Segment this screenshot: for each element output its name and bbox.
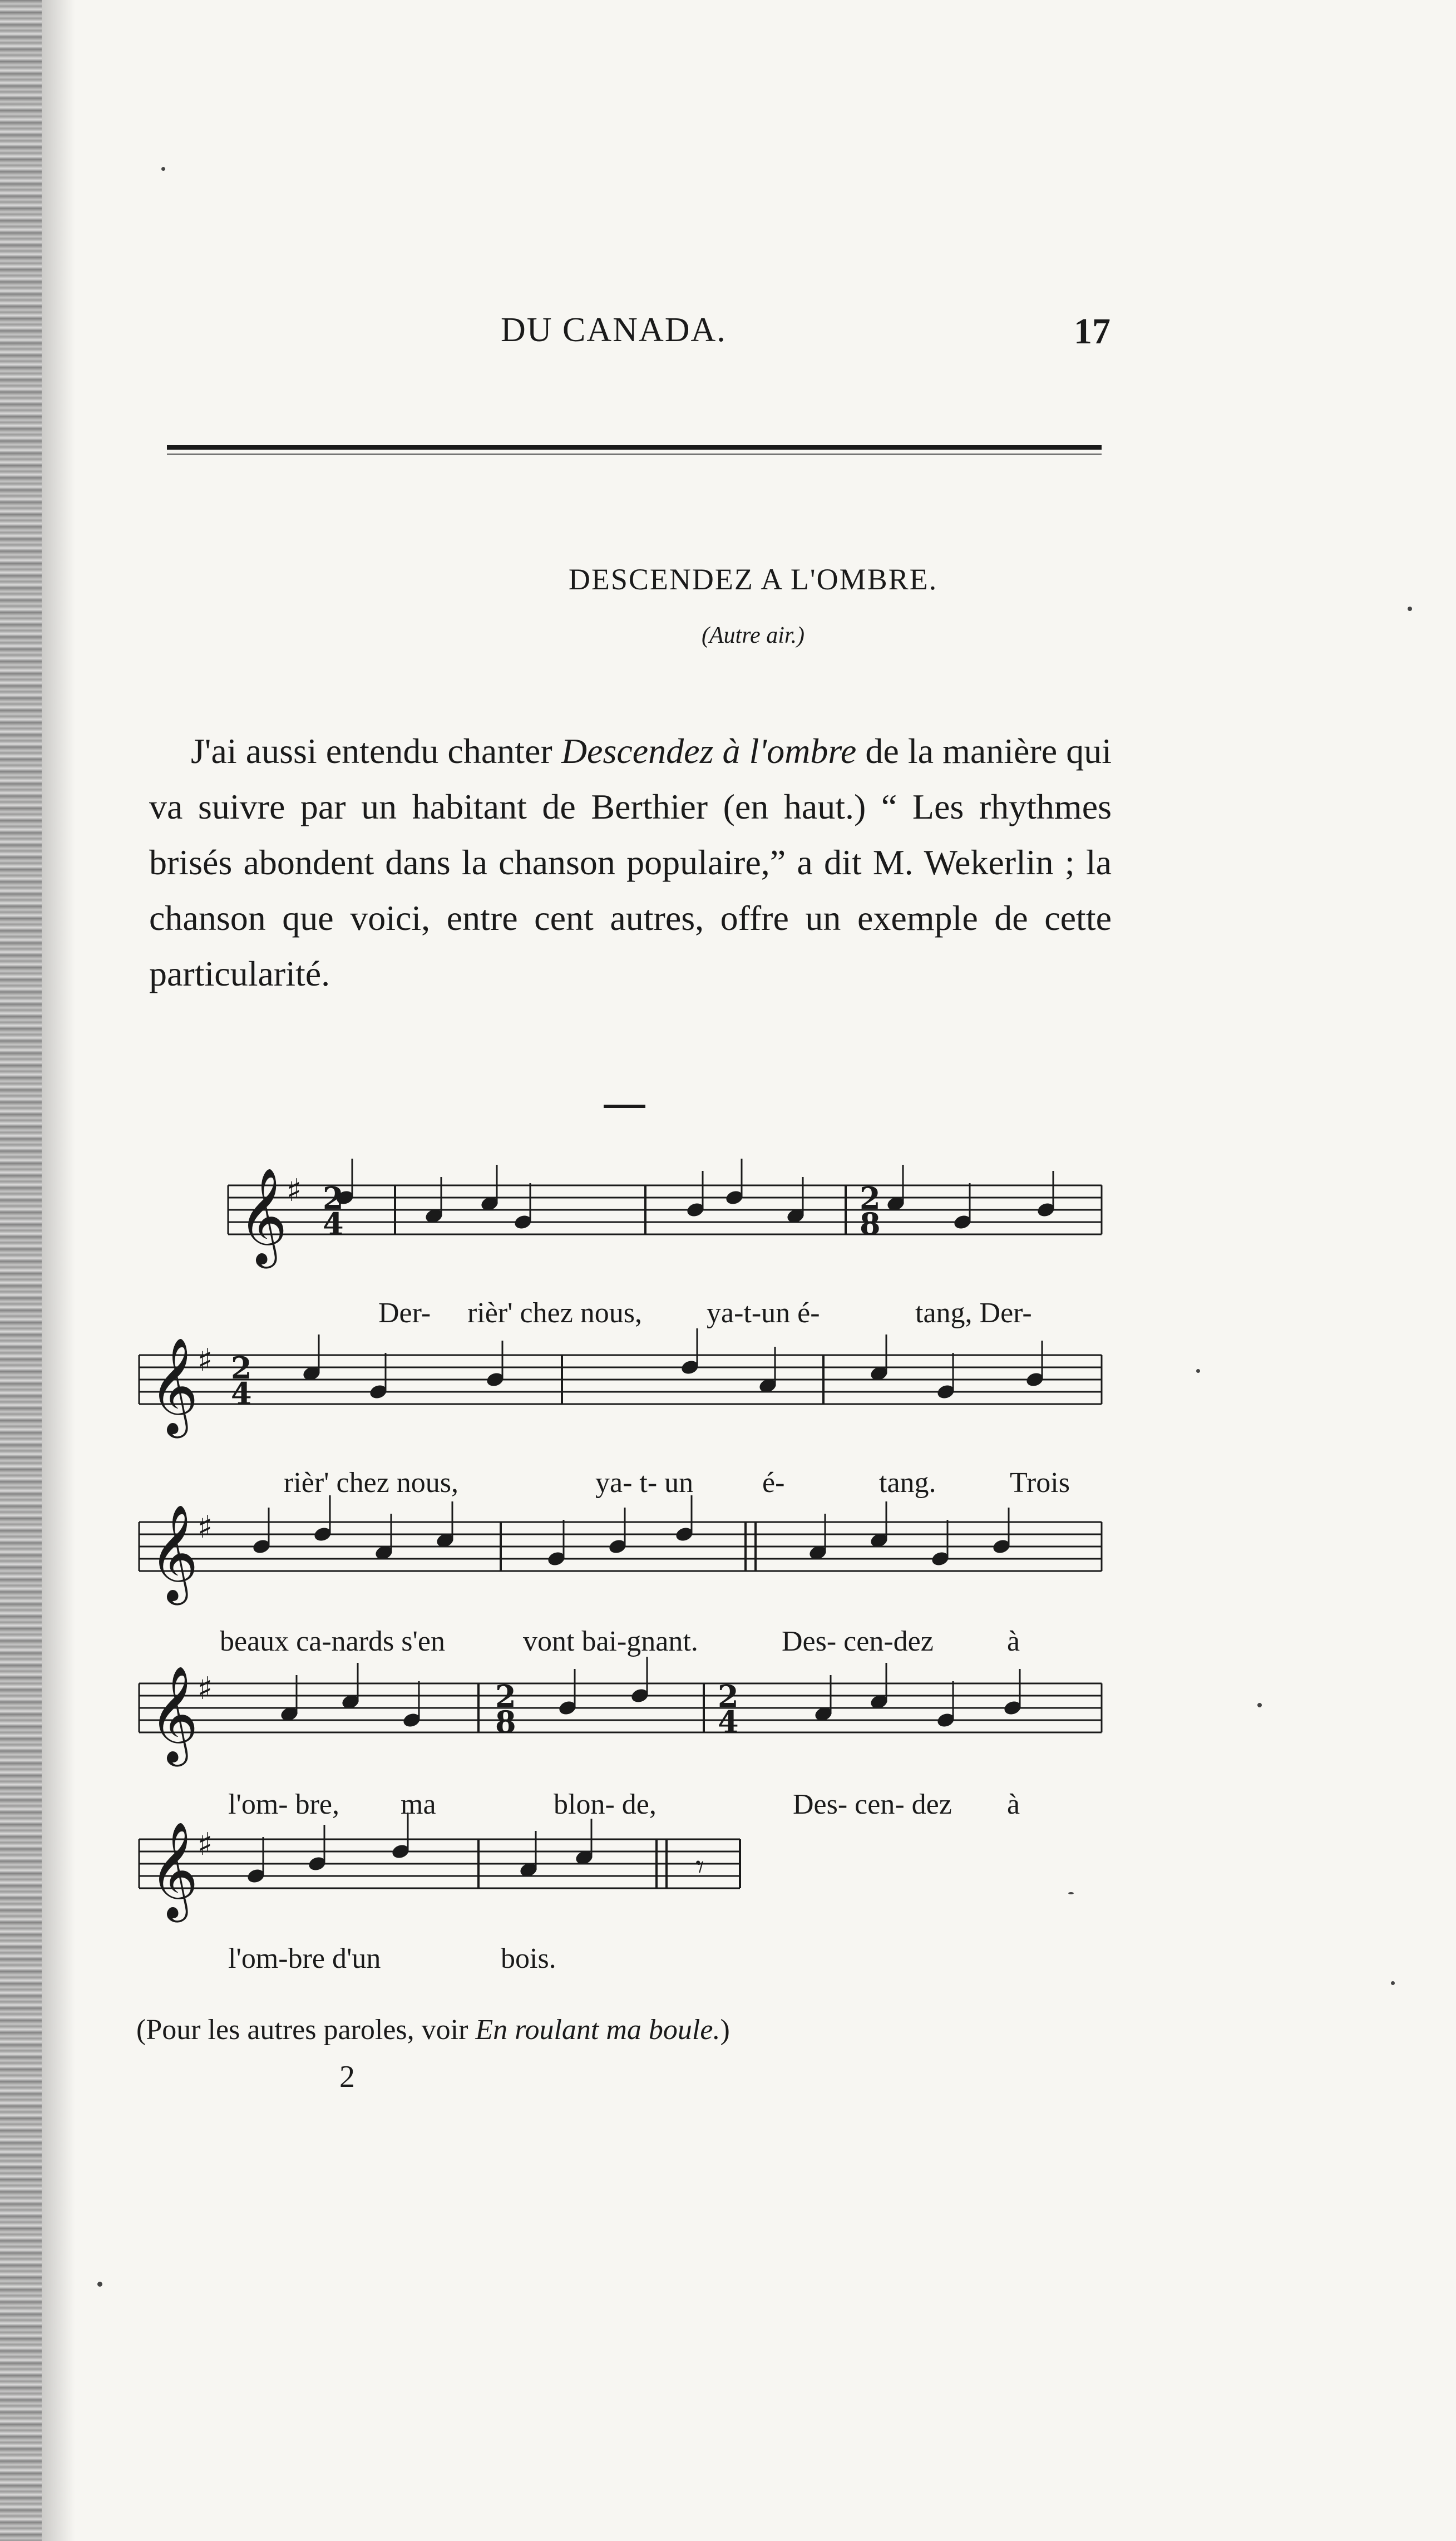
lyric-s4-1: l'om- bre, xyxy=(228,1789,339,1820)
treble-clef-icon: 𝄞 xyxy=(149,1337,199,1434)
paragraph-song-title: Descendez à l'ombre xyxy=(561,731,857,771)
lyric-s1-1: Der- xyxy=(378,1297,431,1329)
sharp-icon: ♯ xyxy=(198,1509,213,1545)
treble-clef-icon: 𝄞 xyxy=(149,1666,199,1762)
paragraph-text-1: J'ai aussi entendu chanter xyxy=(191,731,561,771)
lyric-s4-4: Des- cen- dez xyxy=(793,1789,952,1820)
lyric-s3-2: vont bai-gnant. xyxy=(523,1626,698,1657)
header-rule-thin xyxy=(167,454,1102,455)
print-speck xyxy=(97,2282,102,2287)
lyric-s3-1: beaux ca-nards s'en xyxy=(220,1626,445,1657)
treble-clef-icon: 𝄞 xyxy=(149,1504,199,1601)
time-signature-denominator: 4 xyxy=(718,1704,739,1740)
sharp-icon: ♯ xyxy=(198,1671,213,1707)
footnote-prefix: (Pour les autres paroles, voir xyxy=(136,2014,476,2046)
footnote xyxy=(136,2013,730,2046)
print-speck xyxy=(1257,1703,1262,1707)
running-head xyxy=(0,305,1456,355)
section-separator xyxy=(604,1105,645,1108)
footnote-reference: En roulant ma boule. xyxy=(475,2014,720,2046)
time-signature-numerator: 2 xyxy=(323,1180,344,1216)
page-number: 17 xyxy=(1074,311,1110,352)
song-title: DESCENDEZ A L'OMBRE. xyxy=(568,563,938,596)
running-title: DU CANADA. xyxy=(501,311,727,349)
score-staves xyxy=(134,1158,1135,2015)
lyric-s3-3: Des- cen-dez xyxy=(782,1626,934,1657)
time-signature-numerator: 2 xyxy=(860,1180,881,1216)
print-speck xyxy=(161,167,165,171)
time-signature-denominator: 4 xyxy=(323,1206,344,1242)
time-signature-denominator: 8 xyxy=(860,1206,881,1242)
lyric-s2-4: tang. xyxy=(879,1467,936,1499)
lyric-s4-5: à xyxy=(1007,1789,1020,1820)
lyric-s4-3: blon- de, xyxy=(554,1789,657,1820)
treble-clef-icon: 𝄞 xyxy=(238,1168,288,1264)
lyric-s4-2: ma xyxy=(401,1789,436,1820)
lyric-s2-5: Trois xyxy=(1010,1467,1070,1499)
print-speck xyxy=(1196,1369,1200,1373)
lyric-s2-3: é- xyxy=(762,1467,785,1499)
song-subtitle: (Autre air.) xyxy=(701,623,805,648)
footnote-suffix: ) xyxy=(720,2014,730,2046)
eighth-rest-icon: 𝄾 xyxy=(695,1848,704,1887)
intro-paragraph xyxy=(149,723,1112,1002)
time-signature-denominator: 4 xyxy=(231,1376,252,1411)
music-score xyxy=(134,1158,1135,2059)
sharp-icon: ♯ xyxy=(198,1826,213,1863)
sharp-icon: ♯ xyxy=(198,1342,213,1378)
signature-mark: 2 xyxy=(339,2060,355,2094)
time-signature-denominator: 8 xyxy=(495,1704,516,1740)
lyric-s1-3: ya-t-un é- xyxy=(707,1297,820,1329)
lyric-s1-2: rièr' chez nous, xyxy=(467,1297,643,1329)
book-binding-edge xyxy=(0,0,42,2541)
treble-clef-icon: 𝄞 xyxy=(149,1821,199,1918)
time-signature-numerator: 2 xyxy=(495,1678,516,1714)
header-rule xyxy=(167,445,1102,450)
lyric-s5-2: bois. xyxy=(501,1943,556,1974)
lyric-s5-1: l'om-bre d'un xyxy=(228,1943,381,1974)
sharp-icon: ♯ xyxy=(287,1173,302,1209)
lyric-s3-4: à xyxy=(1007,1626,1020,1657)
time-signature-numerator: 2 xyxy=(718,1678,739,1714)
paragraph-text-2: de la manière qui va suivre par un habitant de Berthier (en haut.) “ Les rhythmes brisés abondent dans la chanson populaire,” a dit M. Wekerlin ; la chanson que voici, entre cent autres, offre un exemple de cette particularité. xyxy=(149,731,1112,993)
lyric-s1-4: tang, Der- xyxy=(915,1297,1032,1329)
lyric-s2-1: rièr' chez nous, xyxy=(284,1467,459,1499)
time-signature-numerator: 2 xyxy=(231,1350,252,1386)
print-speck xyxy=(1391,1981,1395,1985)
binding-shadow xyxy=(42,0,75,2541)
lyric-s2-2: ya- t- un xyxy=(595,1467,694,1499)
print-speck xyxy=(1068,1892,1074,1894)
print-speck xyxy=(1408,607,1412,611)
